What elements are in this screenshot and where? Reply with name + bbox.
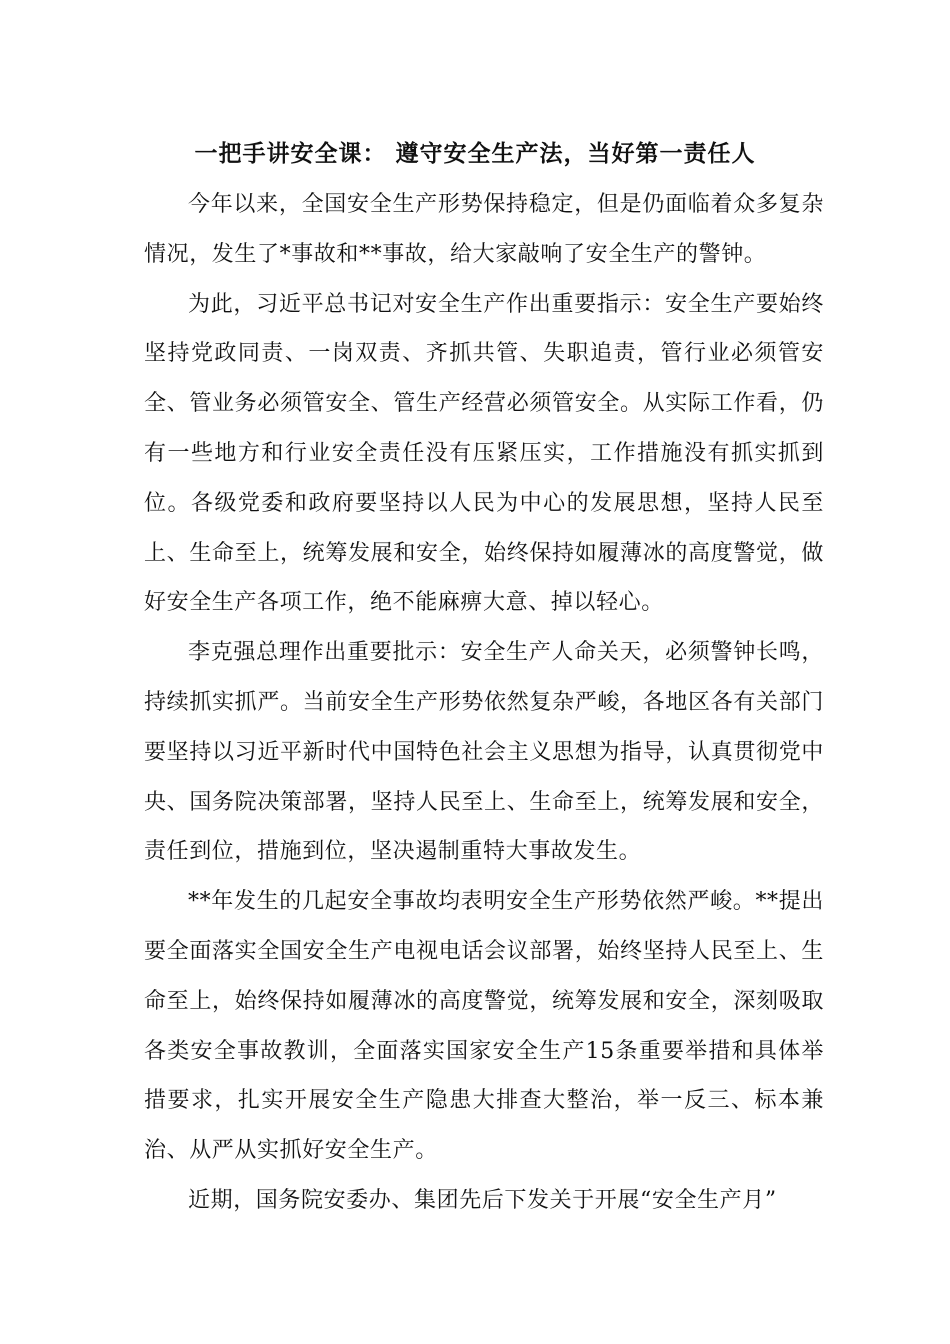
paragraph-1: 今年以来，全国安全生产形势保持稳定，但是仍面临着众多复杂情况，发生了*事故和**事故，给大家敲响了安全生产的警钟。 [144, 192, 824, 267]
document-title: 一把手讲安全课： 遵守安全生产法，当好第一责任人 [194, 140, 756, 167]
paragraph-5: 近期，国务院安委办、集团先后下发关于开展“安全生产月” [188, 1187, 777, 1213]
paragraph-4: **年发生的几起安全事故均表明安全生产形势依然严峻。**提出要全面落实全国安全生产电视电话会议部署，始终坚持人民至上、生命至上，始终保持如履薄冰的高度警觉，统筹发展和安全，深刻吸取各类安全事故教训，全面落实国家安全生产15条重要举措和具体举措要求，扎实开展安全生产隐患大排查大整治，举一反三、标本兼治、从严从实抓好安全生产。 [144, 889, 824, 1164]
document-body [144, 180, 824, 1226]
paragraph-2: 为此，习近平总书记对安全生产作出重要指示：安全生产要始终坚持党政同责、一岗双责、齐抓共管、失职追责，管行业必须管安全、管业务必须管安全、管生产经营必须管安全。从实际工作看，仍有一些地方和行业安全责任没有压紧压实，工作措施没有抓实抓到位。各级党委和政府要坚持以人民为中心的发展思想，坚持人民至上、生命至上，统筹发展和安全，始终保持如履薄冰的高度警觉，做好安全生产各项工作，绝不能麻痹大意、掉以轻心。 [144, 291, 824, 616]
paragraph-3: 李克强总理作出重要批示：安全生产人命关天，必须警钟长鸣，持续抓实抓严。当前安全生产形势依然复杂严峻，各地区各有关部门要坚持以习近平新时代中国特色社会主义思想为指导，认真贯彻党中央、国务院决策部署，坚持人民至上、生命至上，统筹发展和安全，责任到位，措施到位，坚决遏制重特大事故发生。 [144, 640, 824, 865]
